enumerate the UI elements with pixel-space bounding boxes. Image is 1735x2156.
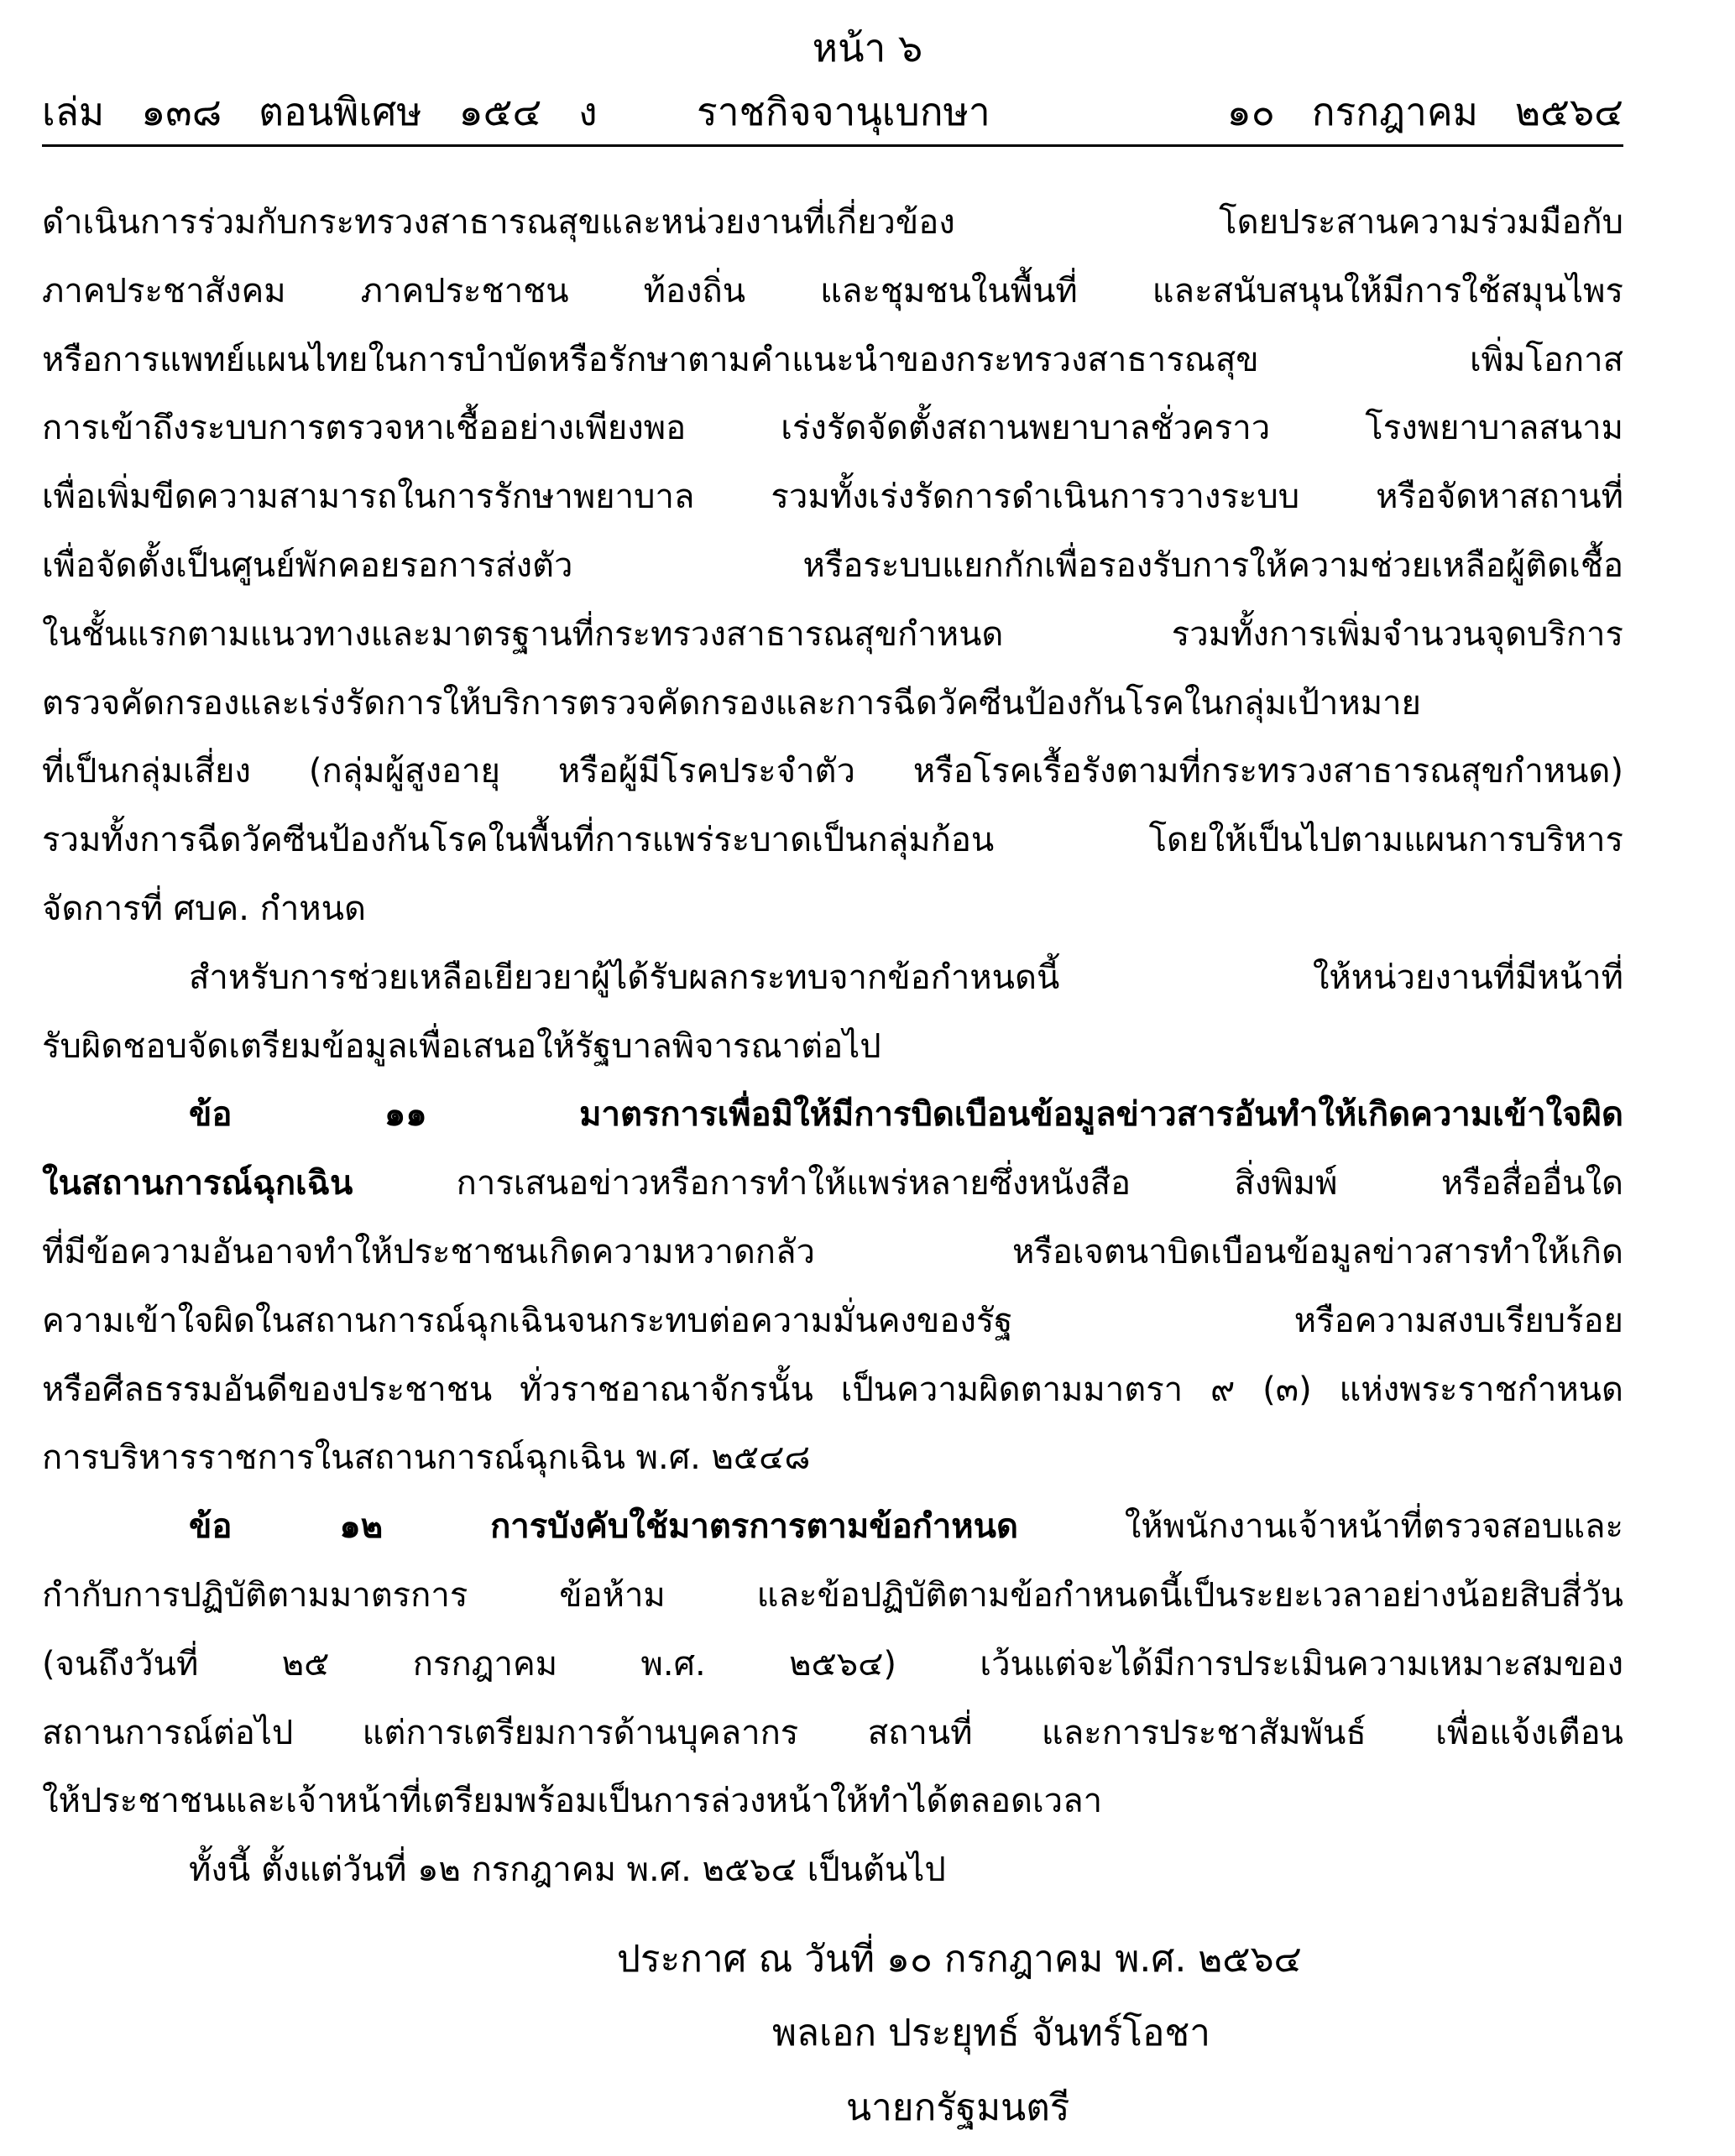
text-line: จัดการที่ ศบค. กำหนด <box>42 889 366 928</box>
text-line: ภาคประชาสังคม ภาคประชาชน ท้องถิ่น และชุมชนในพื้นที่ และสนับสนุนให้มีการใช้สมุนไพร <box>42 271 1623 311</box>
document-body <box>42 189 1623 1905</box>
header-divider <box>42 144 1623 147</box>
clause-11-heading-cont: ในสถานการณ์ฉุกเฉิน <box>42 1164 353 1203</box>
text-line: หรือการแพทย์แผนไทยในการบำบัดหรือรักษาตามคำแนะนำของกระทรวงสาธารณสุข เพิ่มโอกาส <box>42 340 1623 379</box>
gazette-header <box>42 84 1623 139</box>
publication-date: ๑๐ กรกฎาคม ๒๕๖๔ <box>1226 89 1623 134</box>
text-line: ให้ประชาชนและเจ้าหน้าที่เตรียมพร้อมเป็นการล่วงหน้าให้ทำได้ตลอดเวลา <box>42 1782 1103 1821</box>
text-line: สถานการณ์ต่อไป แต่การเตรียมการด้านบุคลากร สถานที่ และการประชาสัมพันธ์ เพื่อแจ้งเตือน <box>42 1713 1623 1752</box>
text-line <box>42 1150 1623 1219</box>
effective-date: ทั้งนี้ ตั้งแต่วันที่ ๑๒ กรกฎาคม พ.ศ. ๒๕๖๔ เป็นต้นไป <box>189 1851 946 1890</box>
text-line: รับผิดชอบจัดเตรียมข้อมูลเพื่อเสนอให้รัฐบาลพิจารณาต่อไป <box>42 1026 881 1066</box>
text-line: การเข้าถึงระบบการตรวจหาเชื้ออย่างเพียงพอ เร่งรัดจัดตั้งสถานพยาบาลชั่วคราว โรงพยาบาลสนาม <box>42 409 1623 448</box>
text-line: หรือศีลธรรมอันดีของประชาชน ทั่วราชอาณาจักรนั้น เป็นความผิดตามมาตรา ๙ (๓) แห่งพระราชกำหนด <box>42 1370 1623 1409</box>
page-number: หน้า ๖ <box>812 25 923 70</box>
text-line: ความเข้าใจผิดในสถานการณ์ฉุกเฉินจนกระทบต่อความมั่นคงของรัฐ หรือความสงบเรียบร้อย <box>42 1301 1623 1340</box>
clause-12-heading: ข้อ ๑๒ การบังคับใช้มาตรการตามข้อกำหนด <box>189 1507 1018 1547</box>
text-line: รวมทั้งการฉีดวัคซีนป้องกันโรคในพื้นที่การแพร่ระบาดเป็นกลุ่มก้อน โดยให้เป็นไปตามแผนการบริหาร <box>42 821 1623 860</box>
clause-12-text: ให้พนักงานเจ้าหน้าที่ตรวจสอบและ <box>1018 1507 1623 1547</box>
text-line: เพื่อเพิ่มขีดความสามารถในการรักษาพยาบาล รวมทั้งเร่งรัดการดำเนินการวางระบบ หรือจัดหาสถานที่ <box>42 478 1623 517</box>
gazette-title: ราชกิจจานุเบกษา <box>697 89 990 134</box>
announcement-date: ประกาศ ณ วันที่ ๑๐ กรกฎาคม พ.ศ. ๒๕๖๔ <box>617 1938 1302 1981</box>
volume-info: เล่ม ๑๓๘ ตอนพิเศษ ๑๕๔ ง <box>42 89 598 134</box>
signatory-title: นายกรัฐมนตรี <box>846 2086 1070 2129</box>
clause-11-heading: ข้อ ๑๑ มาตรการเพื่อมิให้มีการบิดเบือนข้อมูลข่าวสารอันทำให้เกิดความเข้าใจผิด <box>189 1095 1623 1135</box>
text-line: สำหรับการช่วยเหลือเยียวยาผู้ได้รับผลกระทบจากข้อกำหนดนี้ ให้หน่วยงานที่มีหน้าที่ <box>189 958 1623 997</box>
text-line: ที่มีข้อความอันอาจทำให้ประชาชนเกิดความหวาดกลัว หรือเจตนาบิดเบือนข้อมูลข่าวสารทำให้เกิด <box>42 1232 1623 1271</box>
text-line: ในชั้นแรกตามแนวทางและมาตรฐานที่กระทรวงสาธารณสุขกำหนด รวมทั้งการเพิ่มจำนวนจุดบริการ <box>42 614 1623 654</box>
text-line: การบริหารราชการในสถานการณ์ฉุกเฉิน พ.ศ. ๒๕๔๘ <box>42 1438 811 1478</box>
text-line: กำกับการปฏิบัติตามมาตรการ ข้อห้าม และข้อปฏิบัติตามข้อกำหนดนี้เป็นระยะเวลาอย่างน้อยสิบสี่วัน <box>42 1575 1623 1615</box>
text-line: ดำเนินการร่วมกับกระทรวงสาธารณสุขและหน่วยงานที่เกี่ยวข้อง โดยประสานความร่วมมือกับ <box>42 203 1623 242</box>
text-line <box>42 1493 1623 1562</box>
text-line: (จนถึงวันที่ ๒๕ กรกฎาคม พ.ศ. ๒๕๖๔) เว้นแต่จะได้มีการประเมินความเหมาะสมของ <box>42 1644 1623 1684</box>
text-line: ที่เป็นกลุ่มเสี่ยง (กลุ่มผู้สูงอายุ หรือผู้มีโรคประจำตัว หรือโรคเรื้อรังตามที่กระทรวงสาธารณสุขกำหนด) <box>42 752 1623 791</box>
clause-11-text: การเสนอข่าวหรือการทำให้แพร่หลายซึ่งหนังสือ สิ่งพิมพ์ หรือสื่ออื่นใด <box>353 1164 1623 1203</box>
text-line: เพื่อจัดตั้งเป็นศูนย์พักคอยรอการส่งตัว หรือระบบแยกกักเพื่อรองรับการให้ความช่วยเหลือผู้ติดเชื้อ <box>42 546 1623 585</box>
text-line: ตรวจคัดกรองและเร่งรัดการให้บริการตรวจคัดกรองและการฉีดวัคซีนป้องกันโรคในกลุ่มเป้าหมาย <box>42 683 1421 723</box>
signatory-name: พลเอก ประยุทธ์ จันทร์โอชา <box>772 2012 1211 2054</box>
